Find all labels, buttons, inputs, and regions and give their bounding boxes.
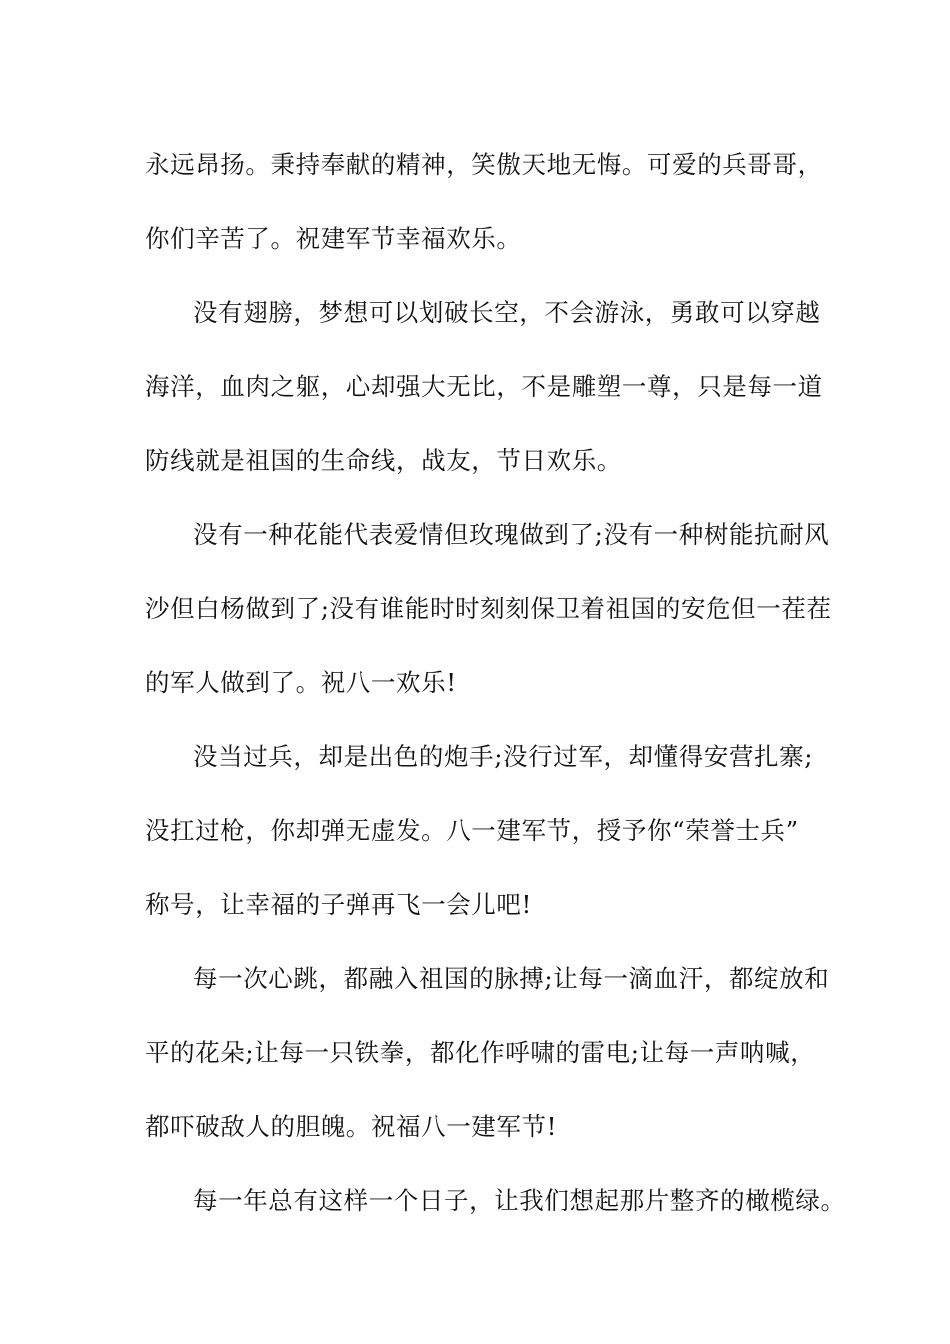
text-line: 防线就是祖国的生命线，战友，节日欢乐。 bbox=[145, 446, 622, 475]
paragraph-1 bbox=[145, 128, 825, 276]
text-line: 永远昂扬。秉持奉献的精神，笑傲天地无悔。可爱的兵哥哥， bbox=[145, 150, 823, 179]
paragraph-3 bbox=[145, 498, 832, 720]
text-line: 没当过兵，却是出色的炮手;没行过军，却懂得安营扎寨; bbox=[193, 742, 814, 771]
text-line: 每一次心跳，都融入祖国的脉搏;让每一滴血汗，都绽放和 bbox=[193, 964, 830, 993]
paragraph-4 bbox=[145, 720, 825, 942]
paragraph-5 bbox=[145, 942, 830, 1164]
text-line: 你们辛苦了。祝建军节幸福欢乐。 bbox=[145, 224, 522, 253]
text-line: 沙但白杨做到了;没有谁能时时刻刻保卫着祖国的安危但一茬茬 bbox=[145, 594, 832, 623]
text-line: 的军人做到了。祝八一欢乐! bbox=[145, 668, 457, 697]
text-line: 没有一种花能代表爱情但玫瑰做到了;没有一种树能抗耐风 bbox=[193, 520, 830, 549]
text-line: 平的花朵;让每一只铁拳，都化作呼啸的雷电;让每一声呐喊， bbox=[145, 1038, 816, 1067]
text-line: 没扛过枪，你却弹无虚发。八一建军节，授予你“荣誉士兵” bbox=[145, 816, 799, 845]
text-line: 海洋，血肉之躯，心却强大无比，不是雕塑一尊，只是每一道 bbox=[145, 372, 823, 401]
paragraph-6 bbox=[145, 1164, 846, 1238]
text-line: 都吓破敌人的胆魄。祝福八一建军节! bbox=[145, 1112, 558, 1141]
text-line: 每一年总有这样一个日子，让我们想起那片整齐的橄榄绿。 bbox=[193, 1186, 846, 1215]
text-line: 没有翅膀，梦想可以划破长空，不会游泳，勇敢可以穿越 bbox=[193, 298, 821, 327]
paragraph-2 bbox=[145, 276, 825, 498]
document-body bbox=[145, 128, 846, 1238]
text-line: 称号，让幸福的子弹再飞一会儿吧! bbox=[145, 890, 532, 919]
